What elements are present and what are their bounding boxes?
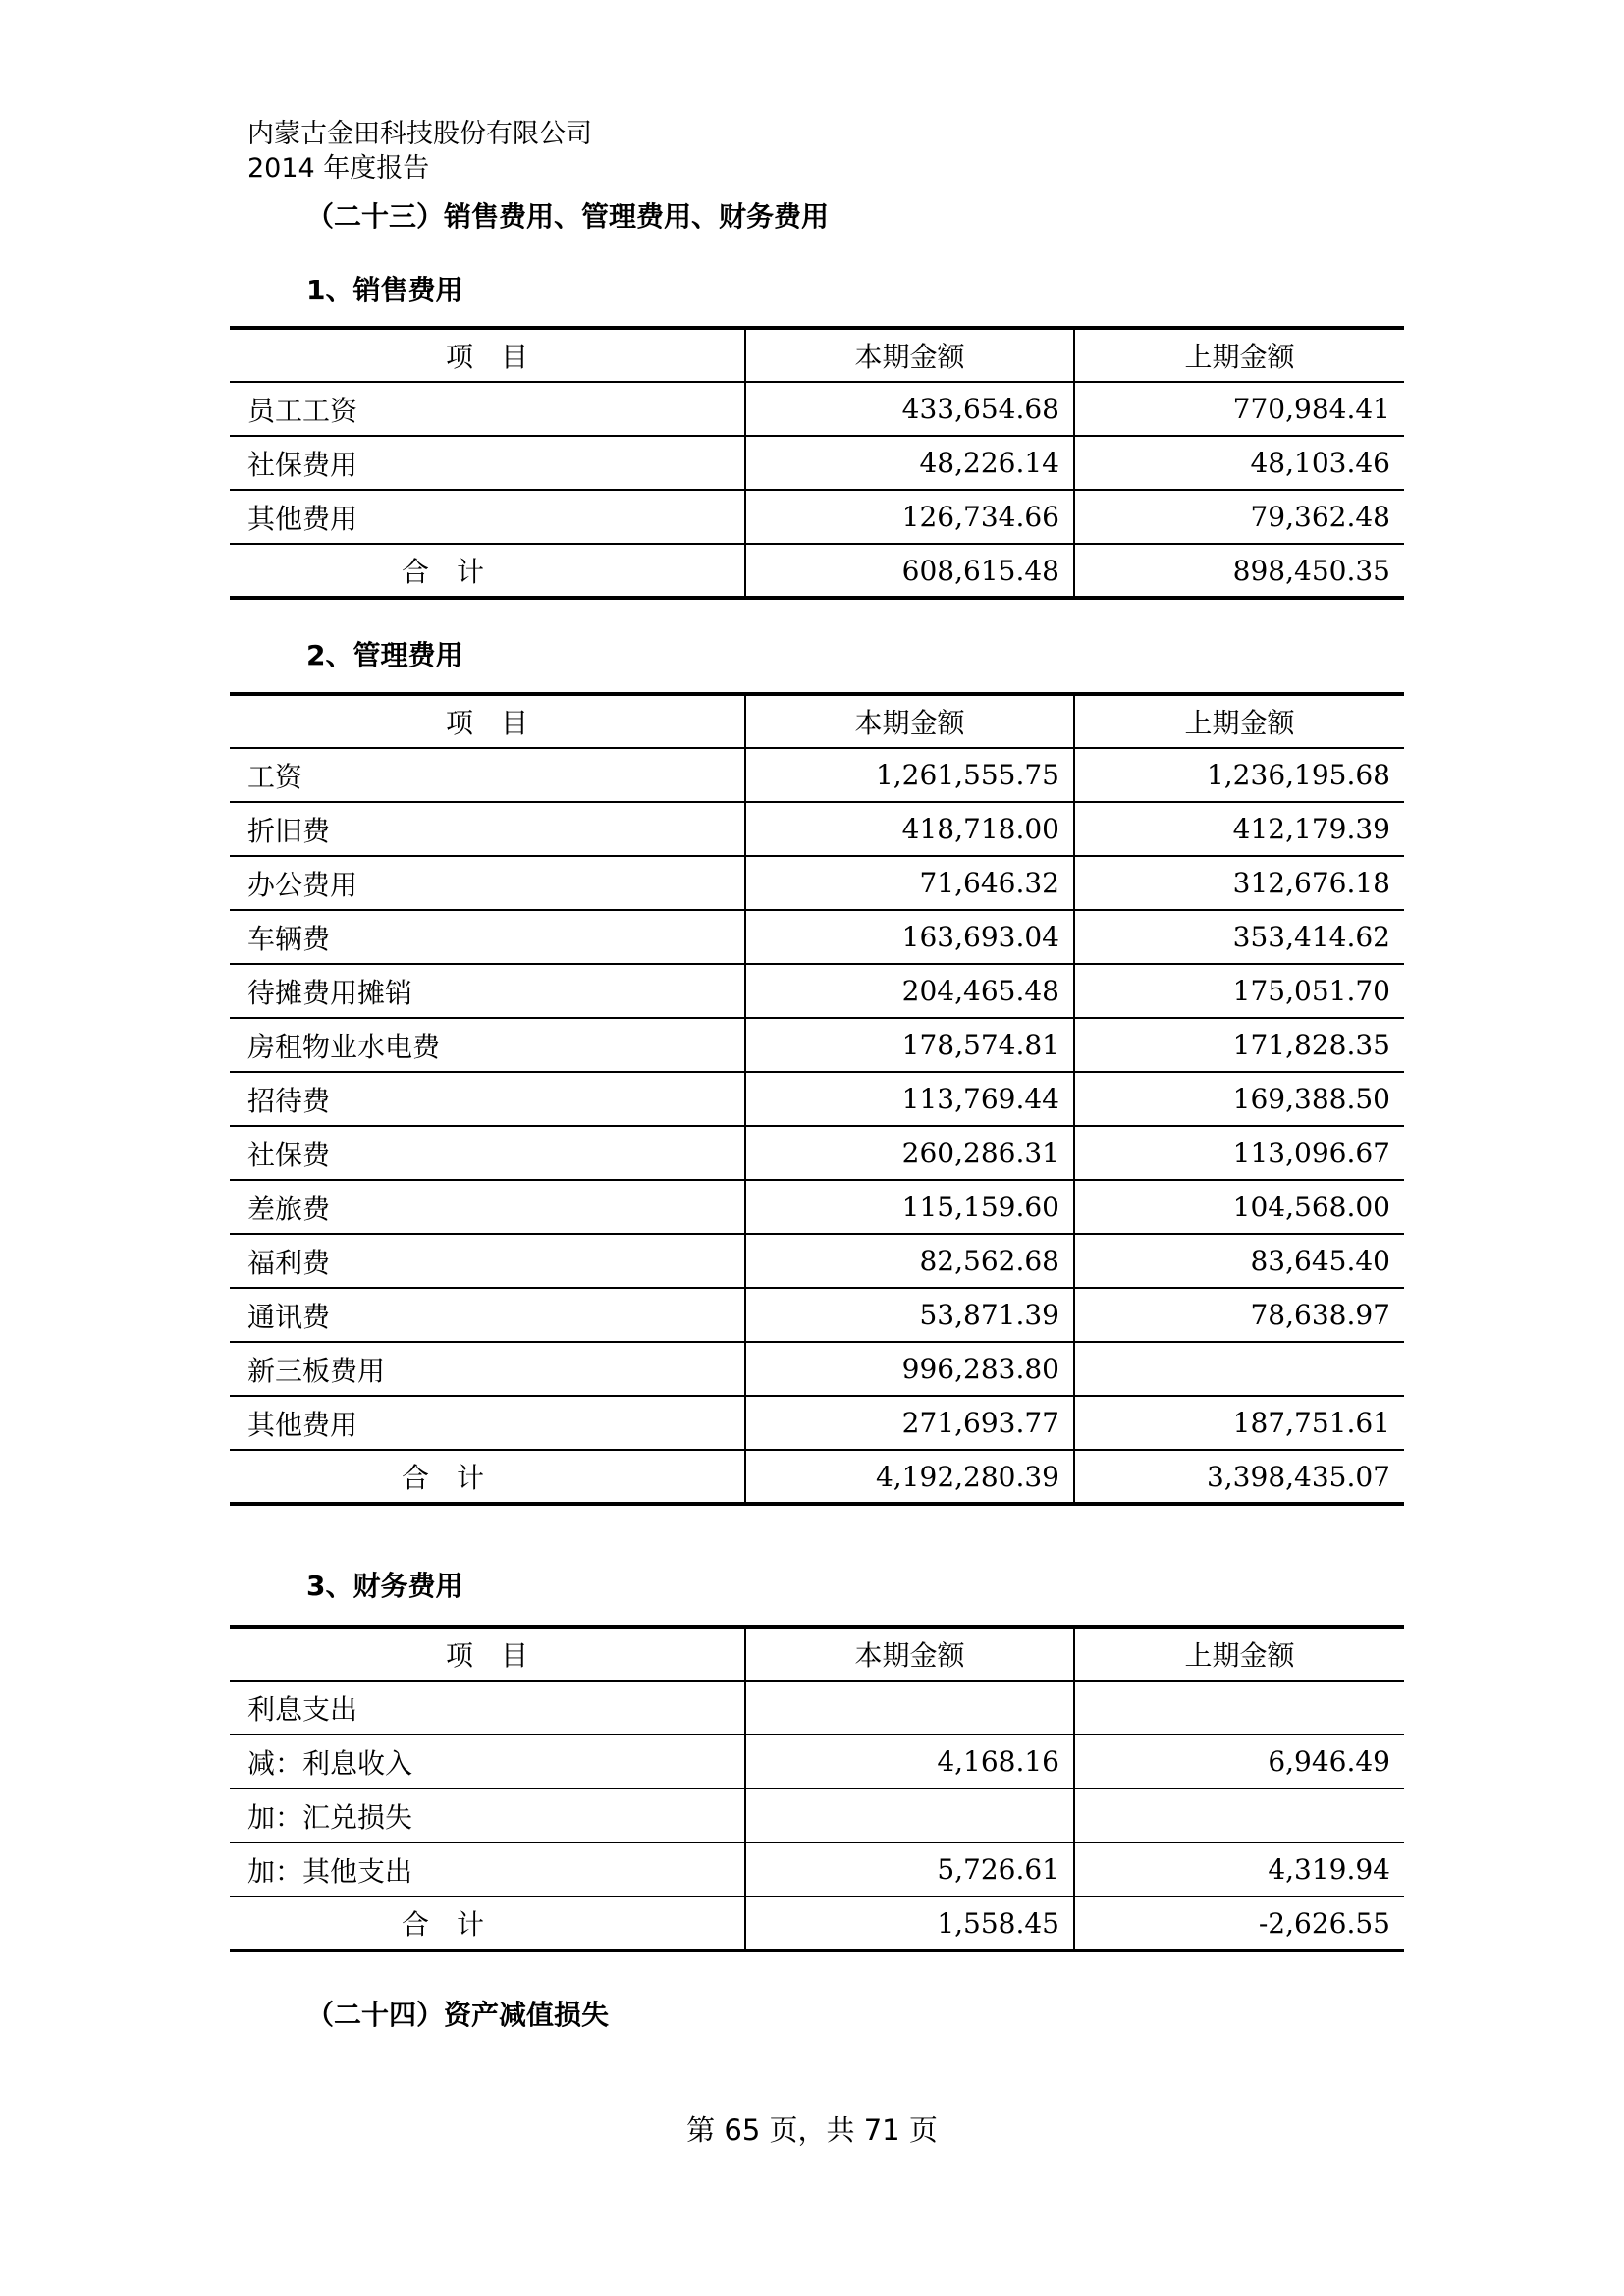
- row-current: 5,726.61: [745, 1842, 1074, 1896]
- row-current: [745, 1681, 1074, 1735]
- row-previous: 79,362.48: [1074, 490, 1404, 544]
- row-item: 社保费用: [230, 436, 745, 490]
- table-row: [230, 1735, 1404, 1789]
- row-item: 新三板费用: [230, 1342, 745, 1396]
- table-row: [230, 1180, 1404, 1234]
- total-current: 4,192,280.39: [745, 1450, 1074, 1504]
- row-current: 48,226.14: [745, 436, 1074, 490]
- table-row: [230, 1342, 1404, 1396]
- row-current: [745, 1789, 1074, 1842]
- row-item: 折旧费: [230, 802, 745, 856]
- column-header-previous: 上期金额: [1074, 1627, 1404, 1681]
- column-header-current: 本期金额: [745, 328, 1074, 382]
- company-name: 内蒙古金田科技股份有限公司: [247, 119, 592, 149]
- row-item: 其他费用: [230, 1396, 745, 1450]
- row-current: 126,734.66: [745, 490, 1074, 544]
- section-23-title: （二十三）销售费用、管理费用、财务费用: [306, 200, 830, 233]
- finance-expenses-heading: 3、财务费用: [306, 1570, 463, 1602]
- row-previous: 312,676.18: [1074, 856, 1404, 910]
- section-24-title: （二十四）资产减值损失: [306, 1999, 610, 2031]
- row-previous: 171,828.35: [1074, 1018, 1404, 1072]
- row-previous: 104,568.00: [1074, 1180, 1404, 1234]
- page-number: 第 65 页，共 71 页: [686, 2113, 938, 2147]
- row-current: 1,261,555.75: [745, 748, 1074, 802]
- row-current: 71,646.32: [745, 856, 1074, 910]
- row-previous: 412,179.39: [1074, 802, 1404, 856]
- row-item: 社保费: [230, 1126, 745, 1180]
- row-item: 福利费: [230, 1234, 745, 1288]
- total-row: [230, 1896, 1404, 1950]
- column-header-current: 本期金额: [745, 1627, 1074, 1681]
- column-header-item: 项 目: [445, 341, 528, 373]
- row-previous: 169,388.50: [1074, 1072, 1404, 1126]
- row-item: 员工工资: [230, 382, 745, 436]
- total-label: 合 计: [230, 544, 745, 598]
- row-item: 工资: [230, 748, 745, 802]
- total-current: 608,615.48: [745, 544, 1074, 598]
- total-previous: 898,450.35: [1074, 544, 1404, 598]
- table-header-row: [230, 694, 1404, 748]
- row-item: 通讯费: [230, 1288, 745, 1342]
- column-header-item: 项 目: [445, 707, 528, 739]
- total-row: [230, 1450, 1404, 1504]
- table-row: [230, 910, 1404, 964]
- row-item: 利息支出: [230, 1681, 745, 1735]
- row-previous: 175,051.70: [1074, 964, 1404, 1018]
- total-previous: 3,398,435.07: [1074, 1450, 1404, 1504]
- row-previous: 48,103.46: [1074, 436, 1404, 490]
- row-current: 204,465.48: [745, 964, 1074, 1018]
- row-current: 271,693.77: [745, 1396, 1074, 1450]
- row-item: 招待费: [230, 1072, 745, 1126]
- row-item: 加：汇兑损失: [230, 1789, 745, 1842]
- table-row: [230, 382, 1404, 436]
- total-label: 合 计: [230, 1896, 745, 1950]
- row-item: 其他费用: [230, 490, 745, 544]
- table-row: [230, 1072, 1404, 1126]
- row-item: 房租物业水电费: [230, 1018, 745, 1072]
- total-label: 合 计: [230, 1450, 745, 1504]
- column-header-current: 本期金额: [745, 694, 1074, 748]
- total-current: 1,558.45: [745, 1896, 1074, 1950]
- row-current: 82,562.68: [745, 1234, 1074, 1288]
- row-current: 4,168.16: [745, 1735, 1074, 1789]
- table-row: [230, 1126, 1404, 1180]
- table-row: [230, 1842, 1404, 1896]
- row-current: 115,159.60: [745, 1180, 1074, 1234]
- row-previous: 83,645.40: [1074, 1234, 1404, 1288]
- total-row: [230, 544, 1404, 598]
- table-row: [230, 964, 1404, 1018]
- table-row: [230, 1234, 1404, 1288]
- table-row: [230, 1396, 1404, 1450]
- column-header-item: 项 目: [445, 1639, 528, 1672]
- total-previous: -2,626.55: [1074, 1896, 1404, 1950]
- row-previous: 1,236,195.68: [1074, 748, 1404, 802]
- row-previous: 187,751.61: [1074, 1396, 1404, 1450]
- table-row: [230, 1789, 1404, 1842]
- row-previous: 6,946.49: [1074, 1735, 1404, 1789]
- selling-expenses-table: [230, 326, 1404, 600]
- row-current: 433,654.68: [745, 382, 1074, 436]
- row-item: 差旅费: [230, 1180, 745, 1234]
- selling-expenses-heading: 1、销售费用: [306, 274, 463, 306]
- row-current: 163,693.04: [745, 910, 1074, 964]
- row-item: 办公费用: [230, 856, 745, 910]
- row-previous: 353,414.62: [1074, 910, 1404, 964]
- row-current: 418,718.00: [745, 802, 1074, 856]
- table-row: [230, 490, 1404, 544]
- admin-expenses-table: [230, 692, 1404, 1506]
- row-item: 待摊费用摊销: [230, 964, 745, 1018]
- row-previous: [1074, 1789, 1404, 1842]
- row-previous: 78,638.97: [1074, 1288, 1404, 1342]
- table-row: [230, 1681, 1404, 1735]
- row-previous: 770,984.41: [1074, 382, 1404, 436]
- table-row: [230, 802, 1404, 856]
- row-current: 53,871.39: [745, 1288, 1074, 1342]
- row-item: 加：其他支出: [230, 1842, 745, 1896]
- column-header-previous: 上期金额: [1074, 694, 1404, 748]
- table-row: [230, 1018, 1404, 1072]
- admin-expenses-heading: 2、管理费用: [306, 639, 463, 671]
- row-current: 178,574.81: [745, 1018, 1074, 1072]
- row-previous: 4,319.94: [1074, 1842, 1404, 1896]
- row-previous: 113,096.67: [1074, 1126, 1404, 1180]
- table-row: [230, 1288, 1404, 1342]
- row-current: 260,286.31: [745, 1126, 1074, 1180]
- table-row: [230, 436, 1404, 490]
- finance-expenses-table: [230, 1625, 1404, 1952]
- row-current: 996,283.80: [745, 1342, 1074, 1396]
- table-row: [230, 748, 1404, 802]
- row-item: 减：利息收入: [230, 1735, 745, 1789]
- table-header-row: [230, 1627, 1404, 1681]
- table-row: [230, 856, 1404, 910]
- table-header-row: [230, 328, 1404, 382]
- report-title: 2014 年度报告: [247, 153, 430, 184]
- row-previous: [1074, 1342, 1404, 1396]
- row-previous: [1074, 1681, 1404, 1735]
- column-header-previous: 上期金额: [1074, 328, 1404, 382]
- row-item: 车辆费: [230, 910, 745, 964]
- row-current: 113,769.44: [745, 1072, 1074, 1126]
